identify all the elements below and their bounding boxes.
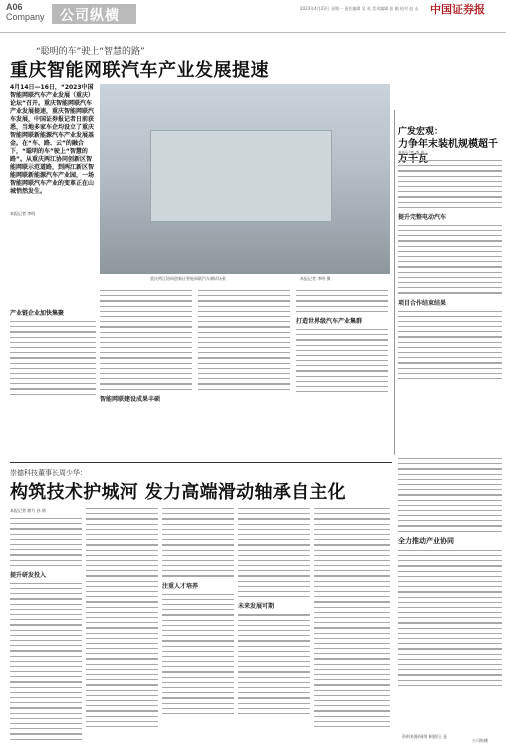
lead-col-2 [100,290,192,403]
lead-col-3 [198,290,290,394]
side-headline: 力争年末装机规模超千 [398,139,498,150]
second-subhead-2: 注重人才培养 [162,582,199,590]
second-col-2 [86,508,158,731]
footer-note: 资料来源/网络 制图/王 征 [402,734,448,739]
category-en: Company [6,12,45,22]
car-shape [150,130,332,222]
photo-caption: 重庆两江协同创新区智能网联汽车测试场景 [150,276,226,281]
lead-byline: 本报记者 李明 [10,211,36,216]
section-divider [10,462,392,463]
footer-page-tag: 公司纵横 [472,738,488,743]
page-number: A06 [6,2,23,12]
second-subhead-1: 提升研发投入 [10,571,47,579]
side-eyebrow: 广发宏观： [398,127,444,137]
second-col-5 [314,508,390,731]
second-col-3 [162,508,234,718]
section-title: 公司纵横 [60,8,120,24]
lead-col-1 [10,308,96,399]
page-meta-line: 2023年4月23日 星期一 责任编辑 吴 英 美术编辑 张 颖 校对 赵 永 [300,6,419,11]
side2-headline: 全力推动产业协同 [398,536,454,545]
side-subhead-2: 项目合作结束结果 [398,299,447,307]
lead-eyebrow: “聪明的车”驶上“智慧的路” [36,47,145,57]
side-subhead-1: 提升完整电动汽车 [398,213,447,221]
lead-lede: 4月14日—16日，“2023中国智能网联汽车产业发展（重庆）论坛”召开。重庆智能网联汽车产业发展提速，重庆智能网联汽车发展，中国证券报记者日前获悉，当地多家车企均设立了重庆智能网联新能源汽车产业发展基金。在“车、路、云”的融合下，“聪明的车”驶上“智慧的路”。从重庆两江协同创新区智能网联示范道路，到两江新区智能网联新能源汽车产业园，一场智能网联汽车产业的变革正在山城悄然发生。 [10,84,95,195]
lead-col-4 [296,290,388,396]
side-byline: 本报记者 李 宸 [398,150,425,155]
lead-subhead-2: 智能网联建设成果丰硕 [100,395,161,403]
column-divider [394,110,395,455]
side-col-2 [398,458,502,690]
second-col-4 [238,508,310,718]
lead-subhead-1: 产业链企业加快集聚 [10,310,65,317]
lead-lede-block [10,84,96,308]
second-headline: 构筑技术护城河 发力高端滑动轴承自主化 [10,482,346,503]
brand-name: 中国证券报 [430,3,485,16]
photo-credit: 本报记者 李明 摄 [300,276,331,281]
second-eyebrow: 崇德科技董事长周少华： [10,469,87,477]
side-col [398,150,502,383]
lead-subhead-3: 打造世界级汽车产业集群 [296,317,363,325]
lead-headline: 重庆智能网联汽车产业发展提速 [10,60,269,81]
second-col-1 [10,508,82,744]
second-subhead-3: 未来发展可期 [238,603,275,611]
second-byline: 本报记者 徐月 孙 倩 [10,508,46,513]
